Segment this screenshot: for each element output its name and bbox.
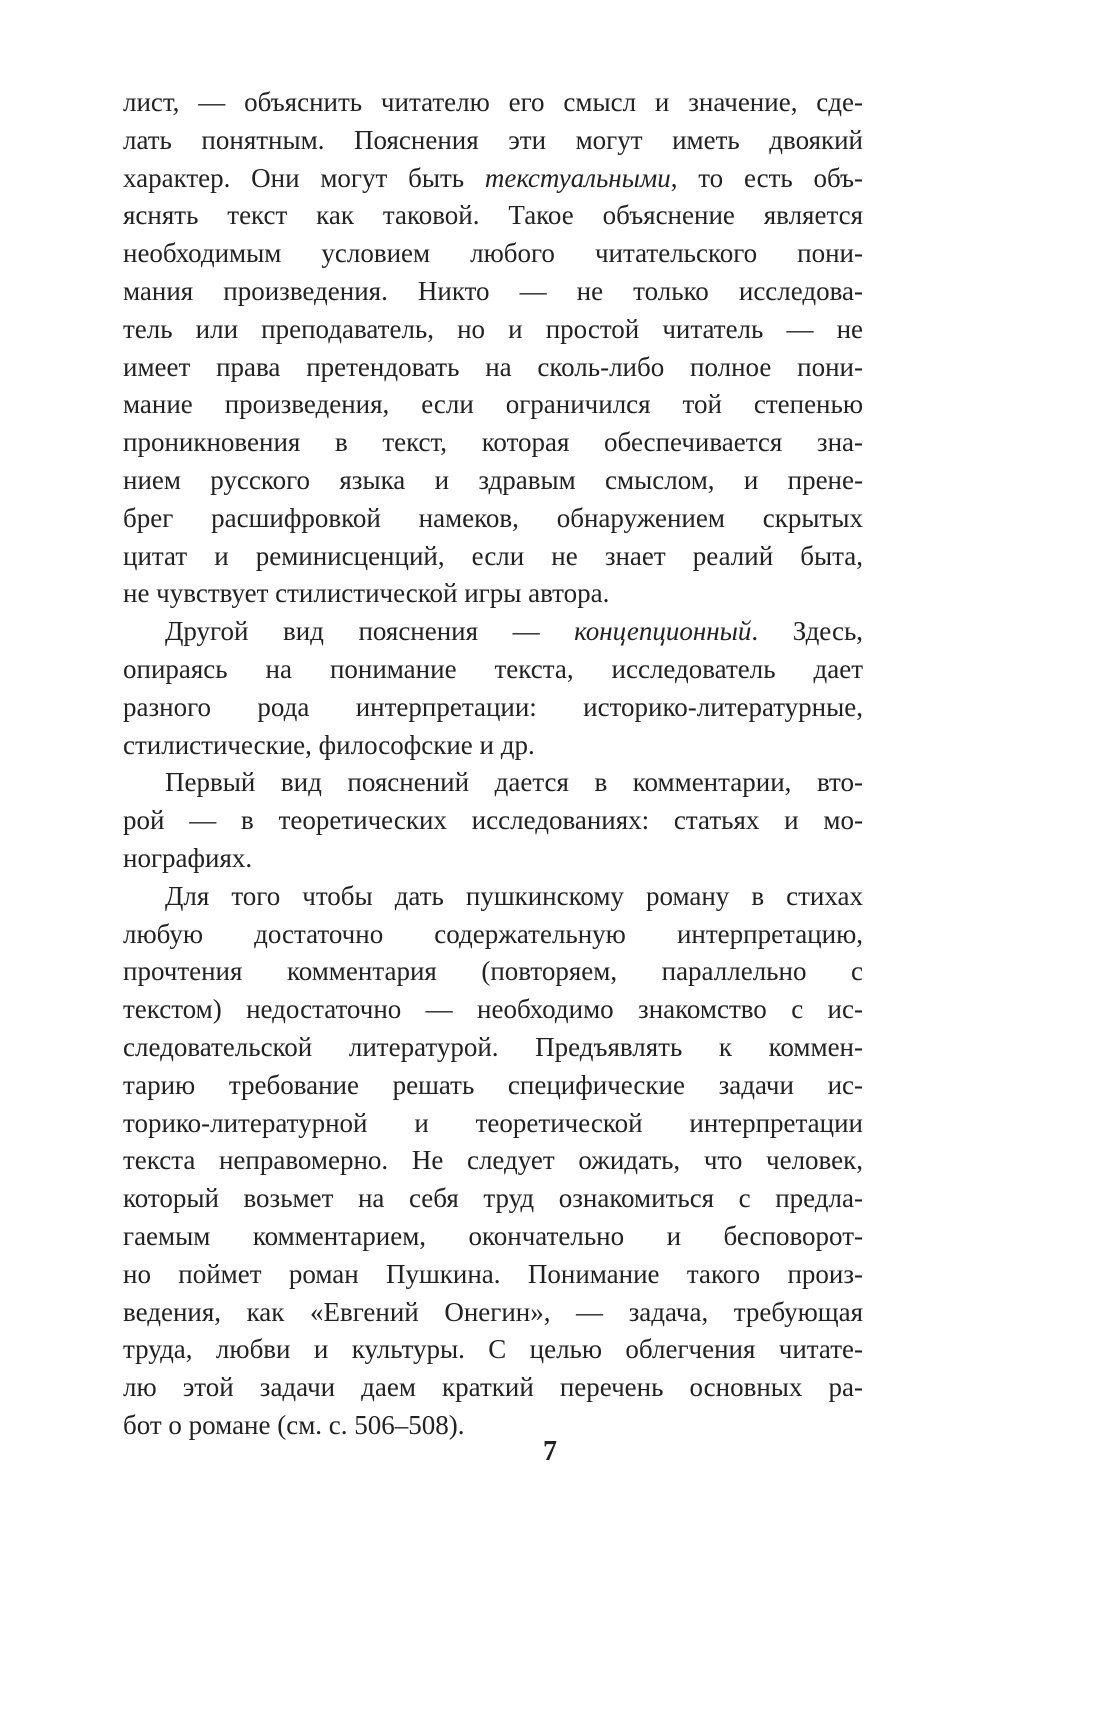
text-segment: . Здесь, — [751, 616, 864, 647]
text-segment: Другой вид пояснения — — [165, 616, 575, 647]
text-line: опираясь на понимание текста, исследователь дает — [123, 653, 863, 684]
paragraph — [123, 613, 863, 764]
text-line: нием русского языка и здравым смыслом, и прене- — [123, 464, 863, 495]
page-number: 7 — [543, 1436, 557, 1467]
paragraph — [123, 84, 863, 613]
text-segment: характер. Они могут быть — [123, 162, 485, 193]
page-body — [123, 84, 863, 1445]
text-line: текста неправомерно. Не следует ожидать, что человек, — [123, 1145, 863, 1176]
text-line: мание произведения, если ограничился той степенью — [123, 389, 863, 420]
text-line: яснять текст как таковой. Такое объяснение является — [123, 200, 863, 231]
text-line: торико-литературной и теоретической интерпретации — [123, 1107, 863, 1138]
text-line: тарию требование решать специфические задачи ис- — [123, 1069, 863, 1100]
text-line: цитат и реминисценций, если не знает реалий быта, — [123, 540, 863, 571]
text-line: любую достаточно содержательную интерпретацию, — [123, 918, 863, 949]
text-line: следовательской литературой. Предъявлять к коммен- — [123, 1031, 863, 1062]
italic-term: концепционный — [574, 616, 752, 647]
text-line — [123, 613, 863, 651]
text-line: мания произведения. Никто — не только исследова- — [123, 275, 863, 306]
text-line: лист, — объяснить читателю его смысл и значение, сде- — [123, 87, 863, 117]
text-line: рой — в теоретических исследованиях: статьях и мо- — [123, 805, 863, 836]
text-line: который возьмет на себя труд ознакомиться с предла- — [123, 1183, 863, 1214]
text-line: труда, любви и культуры. С целью облегчения читате- — [123, 1334, 863, 1365]
text-line: Первый вид пояснений дается в комментарии, вто- — [165, 767, 863, 798]
text-line: проникновения в текст, которая обеспечивается зна- — [123, 427, 863, 458]
paragraph — [123, 878, 863, 1445]
text-line: брег расшифровкой намеков, обнаружением скрытых — [123, 502, 863, 533]
text-line: необходимым условием любого читательского пони- — [123, 238, 863, 269]
text-line: но поймет роман Пушкина. Понимание такого произ- — [123, 1258, 863, 1289]
text-line: нографиях. — [123, 842, 253, 873]
text-line: лю этой задачи даем краткий перечень основных ра- — [123, 1372, 863, 1403]
text-line: гаемым комментарием, окончательно и бесповорот- — [123, 1220, 863, 1251]
text-line: ведения, как «Евгений Онегин», — задача, требующая — [123, 1296, 863, 1327]
text-line: текстом) недостаточно — необходимо знакомство с ис- — [123, 994, 863, 1025]
text-line: разного рода интерпретации: историко-литературные, — [123, 691, 863, 722]
text-line: не чувствует стилистической игры автора. — [123, 578, 610, 609]
paragraph — [123, 764, 863, 877]
italic-term: текстуальными — [484, 162, 671, 193]
text-segment: , то есть объ- — [670, 162, 863, 193]
text-line — [123, 160, 863, 198]
text-line: имеет права претендовать на сколь-либо полное пони- — [123, 351, 863, 382]
text-line: Для того чтобы дать пушкинскому роману в стихах — [165, 880, 863, 911]
text-line: тель или преподаватель, но и простой читатель — не — [123, 313, 863, 344]
text-line: бот о романе (см. с. 506–508). — [123, 1409, 465, 1440]
text-line: прочтения комментария (повторяем, параллельно с — [123, 956, 863, 987]
text-line: лать понятным. Пояснения эти могут иметь двоякий — [123, 124, 863, 155]
text-line: стилистические, философские и др. — [123, 729, 535, 760]
